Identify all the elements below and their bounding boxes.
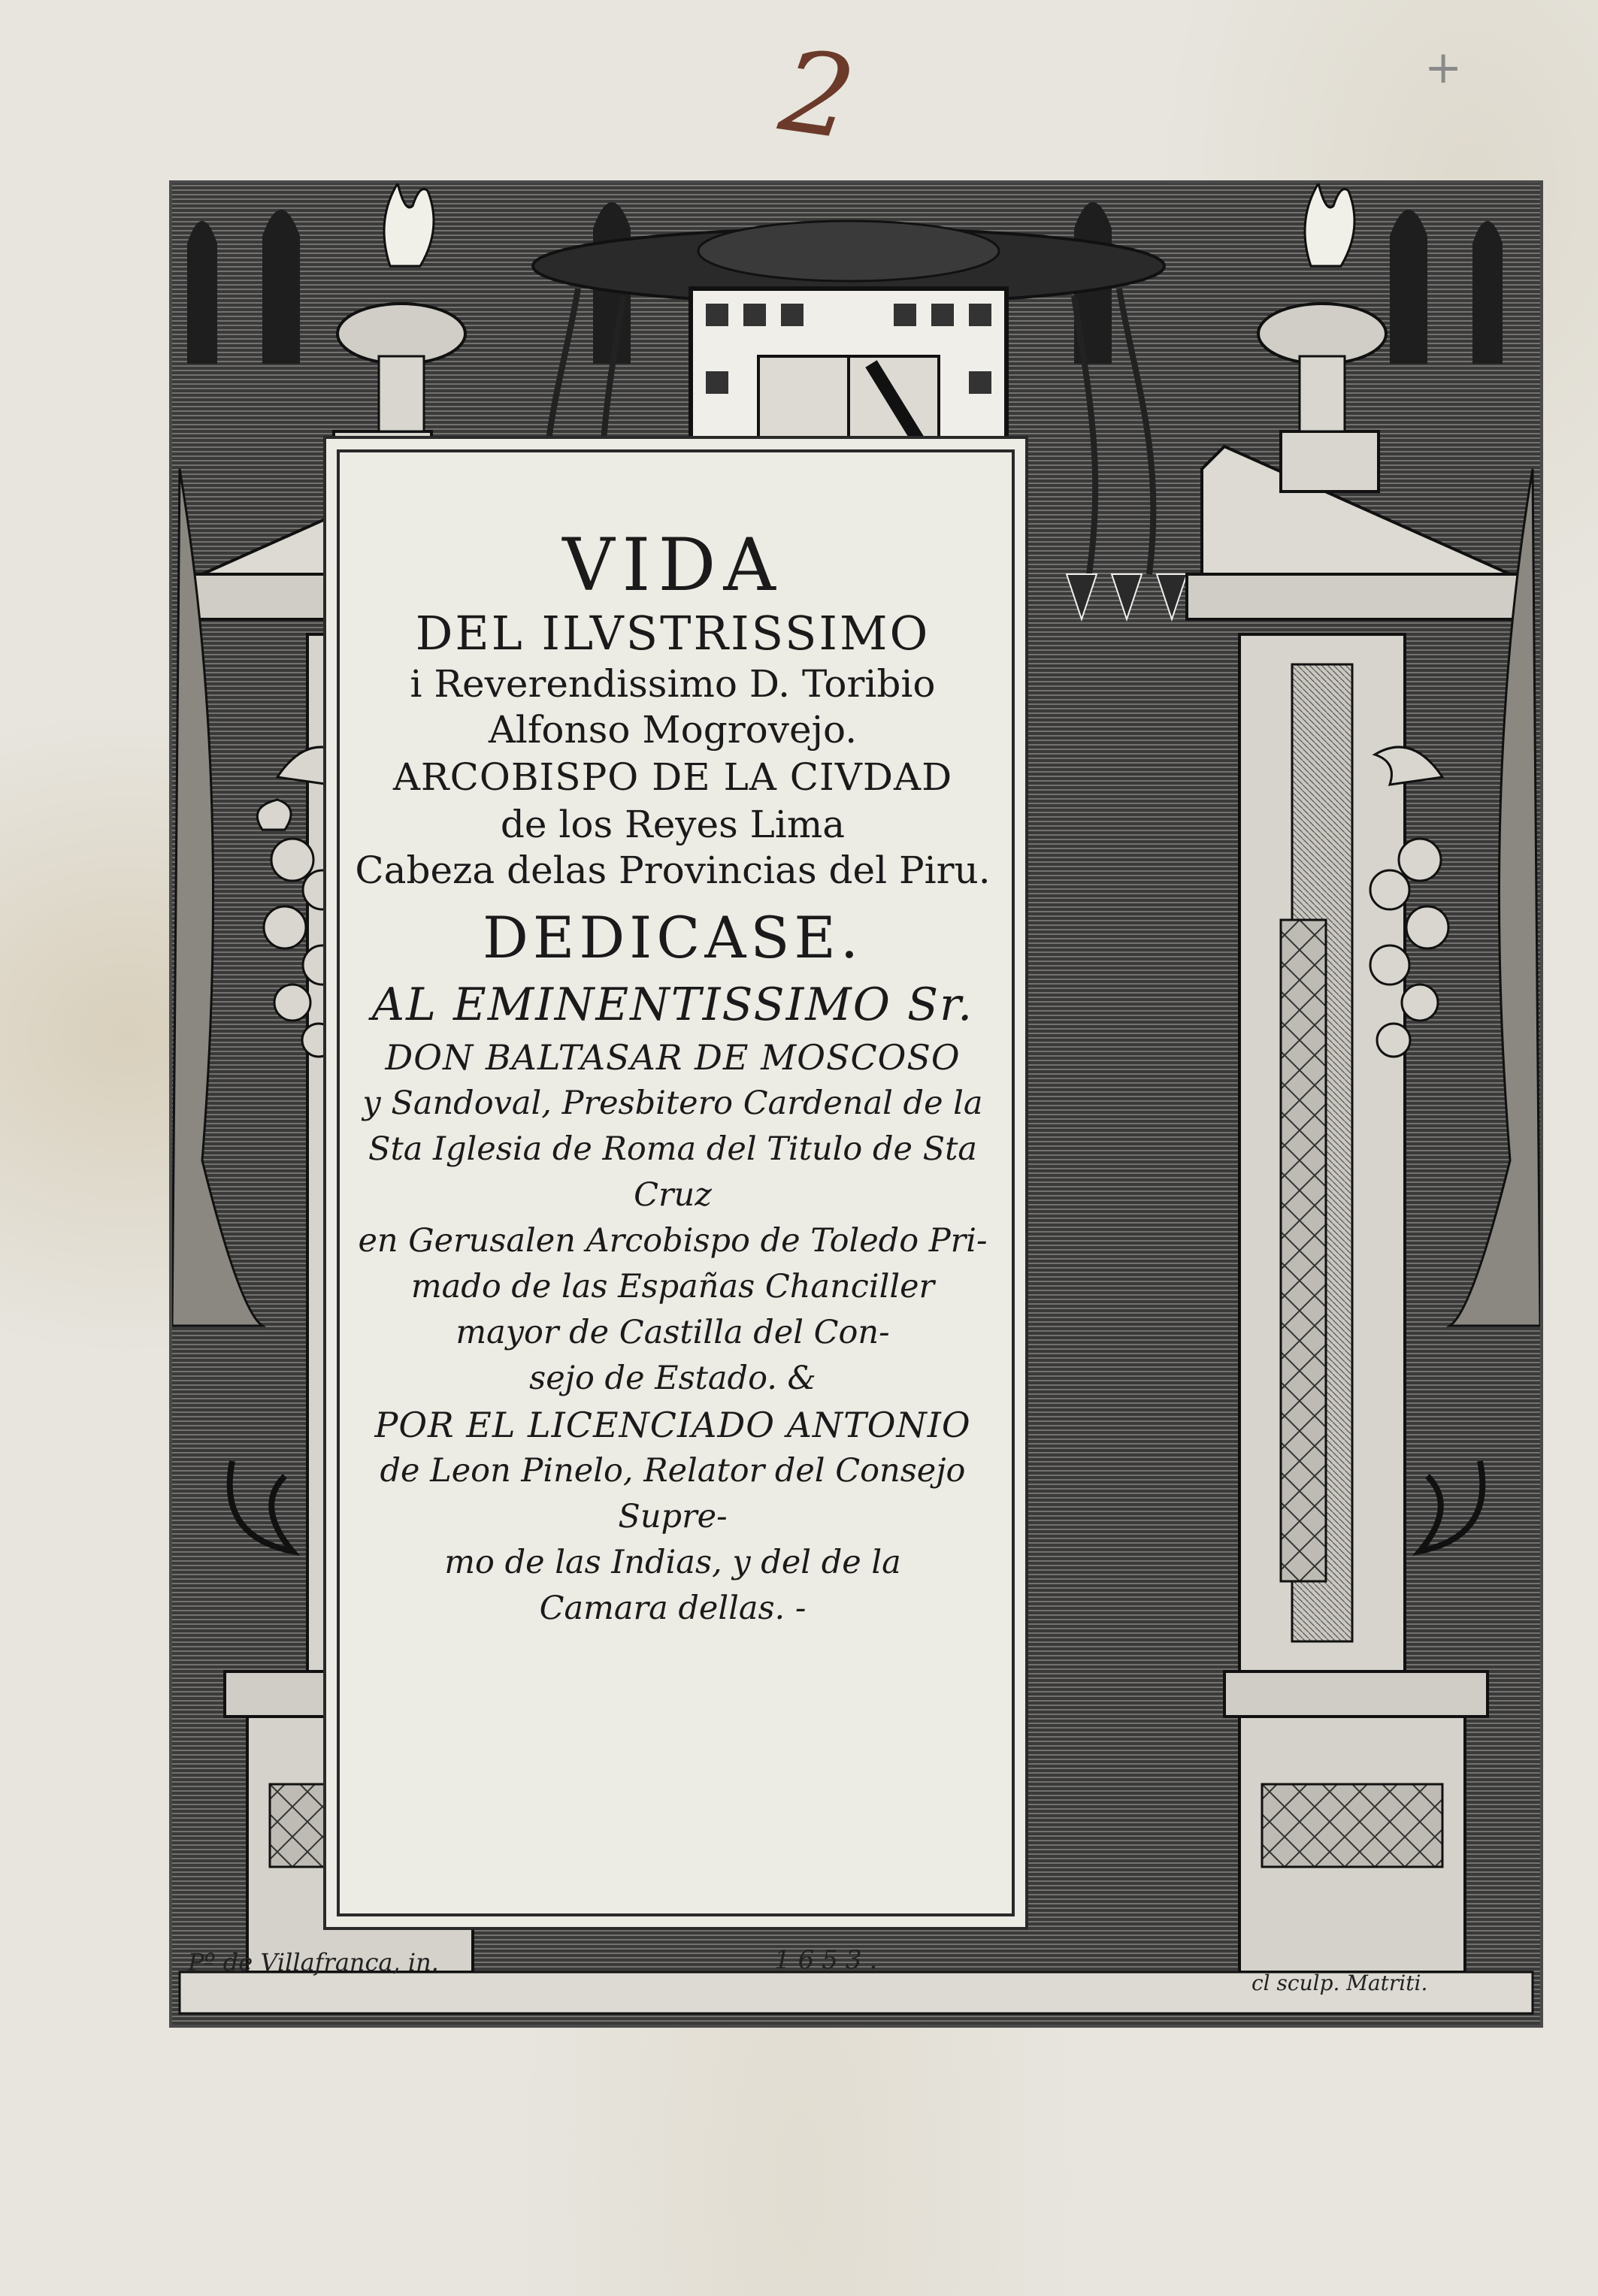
- corner-pencil-mark: +: [1424, 41, 1463, 94]
- title-line-13: en Gerusalen Arcobispo de Toledo Pri-: [358, 1222, 988, 1260]
- title-line-1: VIDA: [562, 523, 783, 607]
- title-line-10: DON BALTASAR DE MOSCOSO: [385, 1036, 961, 1078]
- title-line-20: Camara dellas. -: [539, 1590, 807, 1628]
- title-line-9: AL EMINENTISSIMO Sr.: [371, 978, 974, 1031]
- title-line-16: sejo de Estado. &: [529, 1360, 816, 1398]
- handwritten-number: 2: [773, 26, 863, 165]
- title-line-2: DEL ILVSTRISSIMO: [415, 605, 931, 661]
- imprint-year: 1653.: [774, 1945, 885, 1975]
- title-line-7: Cabeza delas Provincias del Piru.: [355, 848, 991, 892]
- designer-signature: Pº de Villafranca, in.: [188, 1948, 439, 1977]
- title-line-3: i Reverendissimo D. Toribio: [410, 661, 936, 706]
- title-line-18: de Leon Pinelo, Relator del Consejo Supre-: [380, 1452, 966, 1536]
- title-line-11: y Sandoval, Presbitero Cardenal de la: [362, 1084, 983, 1122]
- title-line-4: Alfonso Mogrovejo.: [488, 707, 858, 752]
- title-line-14: mado de las Españas Chanciller: [410, 1268, 935, 1306]
- title-line-17: POR EL LICENCIADO ANTONIO: [374, 1405, 971, 1446]
- engraver-signature: cl sculp. Matriti.: [1251, 1971, 1428, 1995]
- title-line-5: ARCOBISPO DE LA CIVDAD: [392, 755, 953, 799]
- title-line-12: Sta Iglesia de Roma del Titulo de Sta Cruz: [368, 1130, 977, 1214]
- title-line-6: de los Reyes Lima: [500, 802, 846, 846]
- title-line-8: DEDICASE.: [482, 903, 864, 971]
- title-text-block: [353, 481, 992, 1632]
- title-line-15: mayor de Castilla del Con-: [455, 1314, 890, 1352]
- title-line-19: mo de las Indias, y del de la: [444, 1544, 901, 1582]
